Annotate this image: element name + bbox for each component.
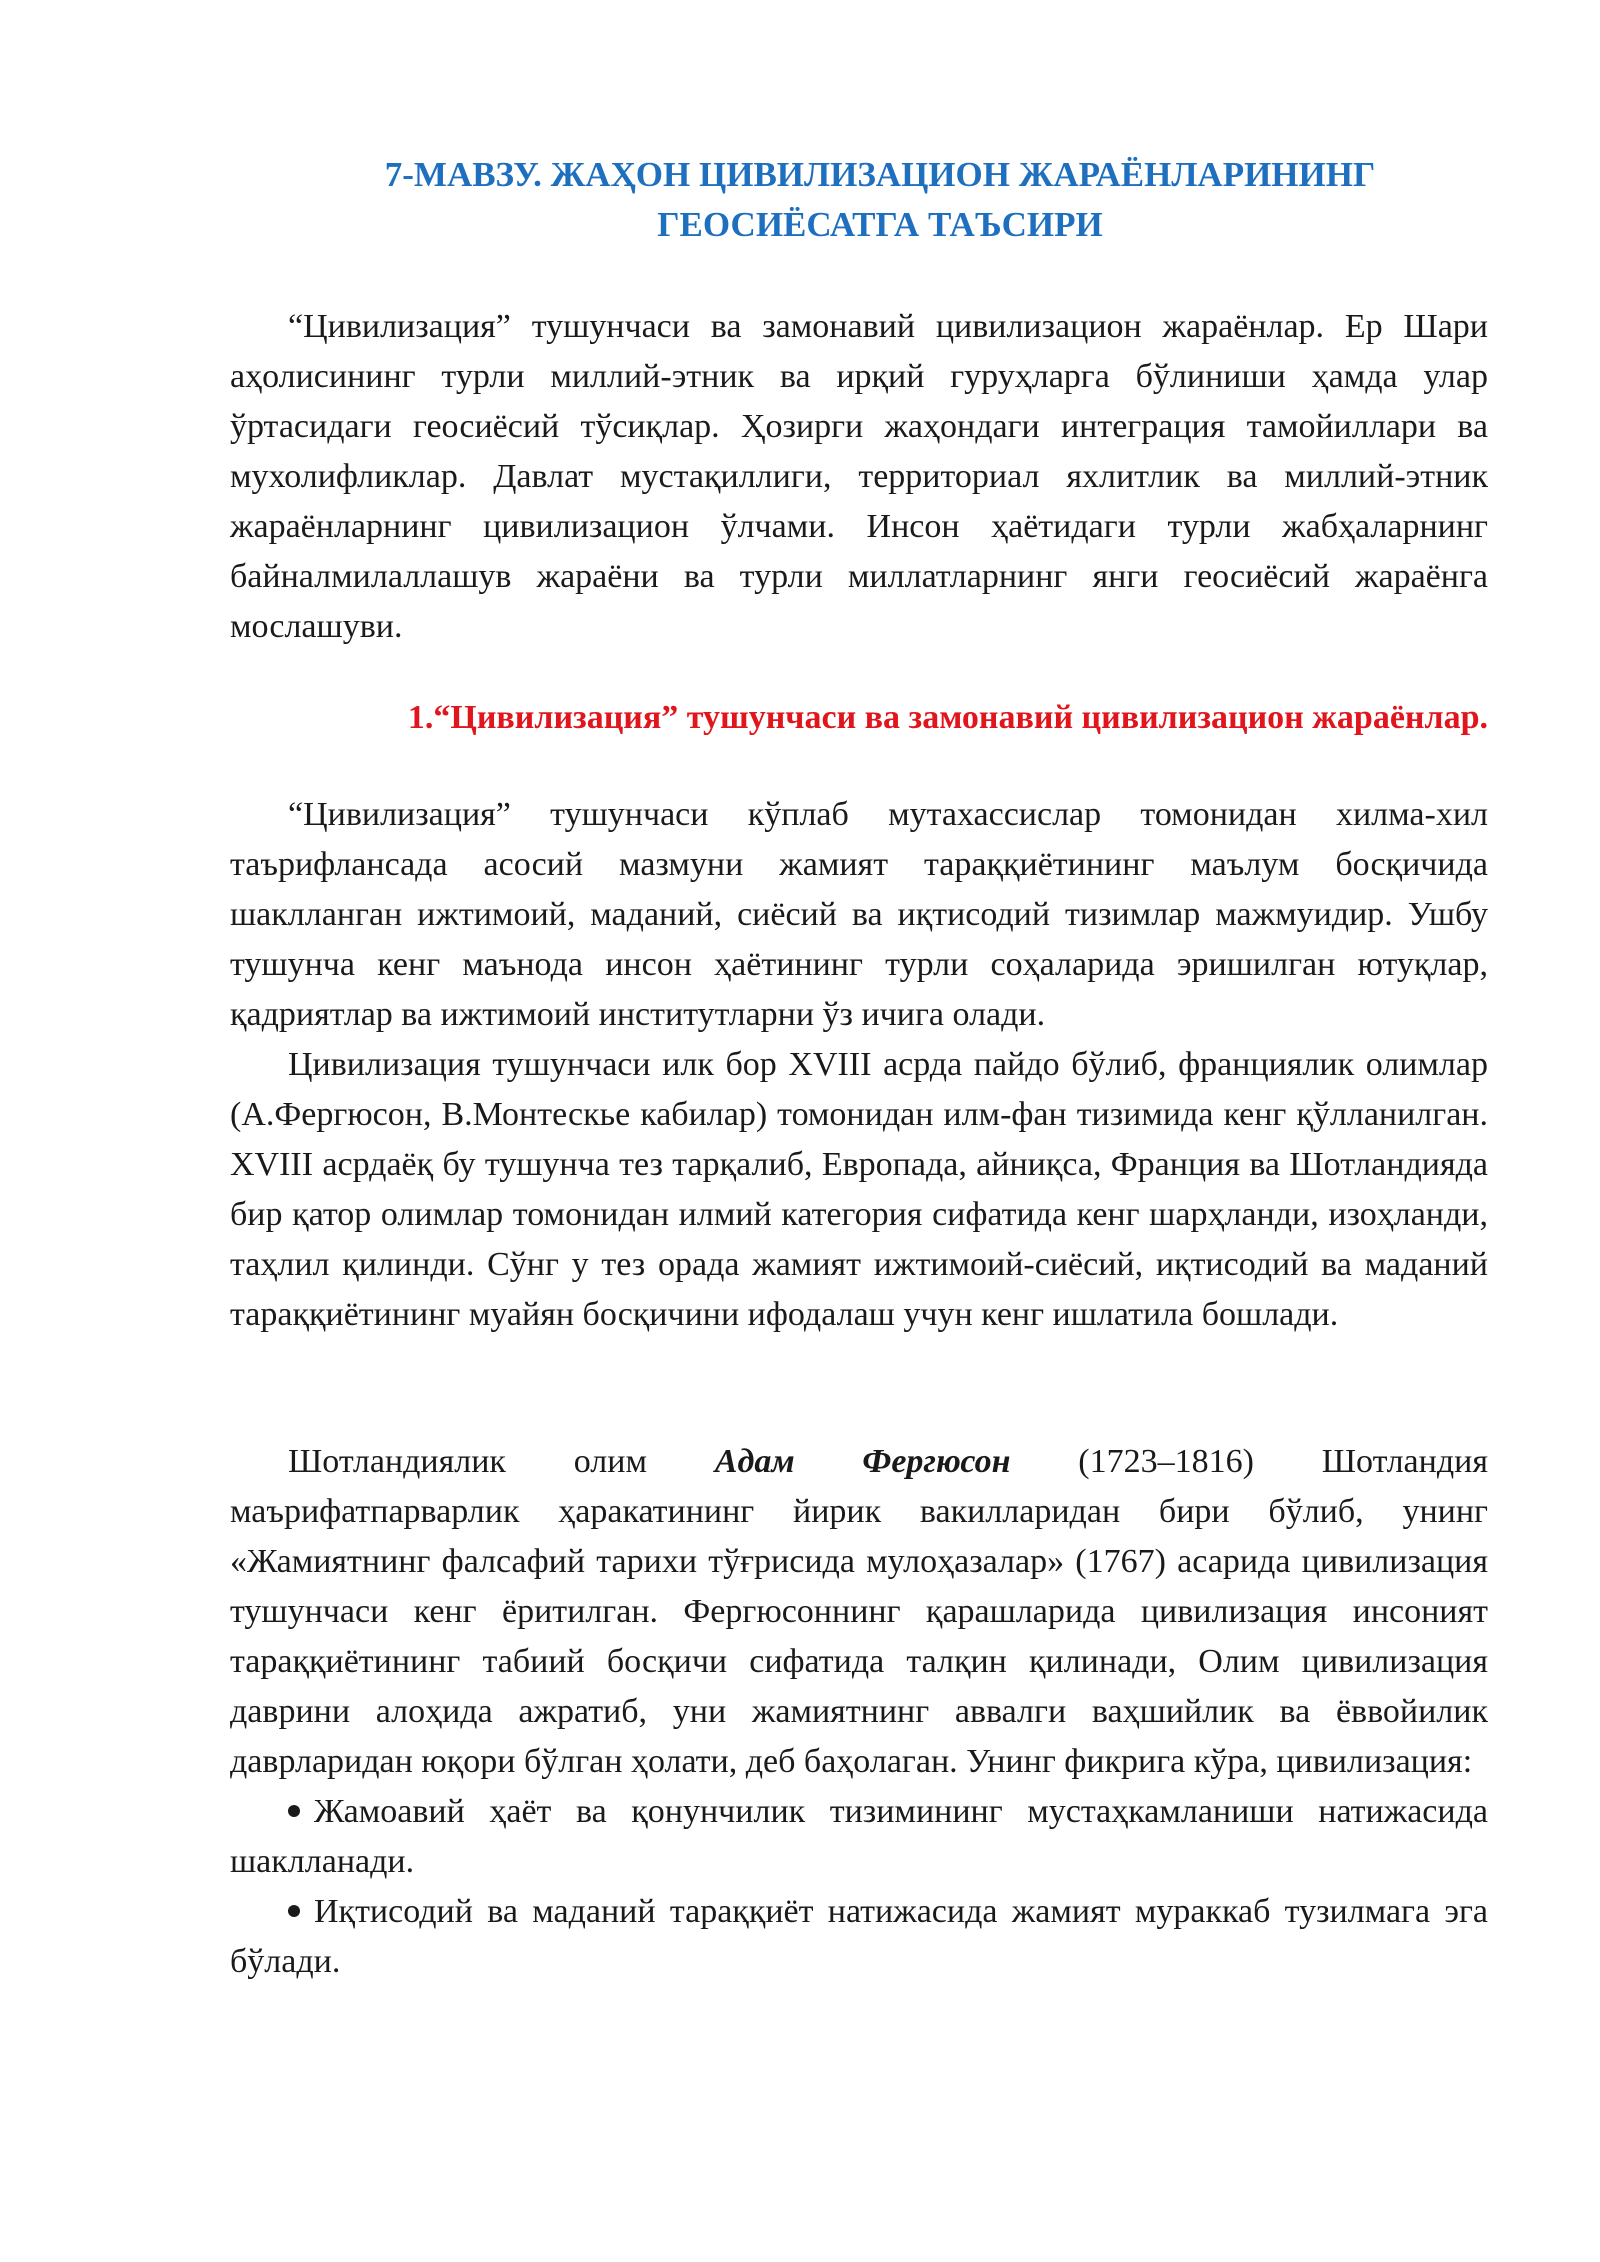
section-1-paragraph-2: Цивилизация тушунчаси илк бор XVIII асрда пайдо бўлиб, франциялик олимлар (А.Фергюсон, В.Монтескье кабилар) томонидан илм-фан тизимида кенг қўлланилган. XVIII асрдаёқ бу тушунча тез тарқалиб, Европада, айниқса, Франция ва Шотландияда бир қатор олимлар томонидан илмий категория сифатида кенг шарҳланди, изоҳланди, таҳлил қилинди. Сўнг у тез орада жамият ижтимоий-сиёсий, иқтисодий ва маданий тараққиётининг муайян босқичини ифодалаш учун кенг ишлатила бошлади. [230, 1046, 1488, 1333]
bullet-icon [288, 1905, 300, 1917]
ferguson-name: Адам Фергюсон [714, 1443, 1011, 1480]
bullet-text: Жамоавий ҳаёт ва қонунчилик тизимининг мустаҳкамланиши натижасида шаклланади. [230, 1793, 1488, 1880]
bullet-icon [288, 1805, 300, 1817]
bullet-item [230, 1887, 1488, 1987]
bullet-item [230, 1787, 1488, 1887]
intro-paragraph: “Цивилизация” тушунчаси ва замонавий цивилизацион жараёнлар. Ер Шари аҳолисининг турли миллий-этник ва ирқий гуруҳларга бўлиниши ҳамда улар ўртасидаги геосиёсий тўсиқлар. Ҳозирги жаҳондаги интеграция тамойиллари ва мухолифликлар. Давлат мустақиллиги, территориал яхлитлик ва миллий-этник жараёнларнинг цивилизацион ўлчами. Инсон ҳаётидаги турли жабҳаларнинг байналмилаллашув жараёни ва турли миллатларнинг янги геосиёсий жараёнга мослашуви. [230, 308, 1488, 645]
section-1-paragraph-1: “Цивилизация” тушунчаси кўплаб мутахассислар томонидан хилма-хил таърифлансада асосий мазмуни жамият тараққиётининг маълум босқичида шаклланган ижтимоий, маданий, сиёсий ва иқтисодий тизимлар мажмуидир. Ушбу тушунча кенг маънода инсон ҳаётининг турли соҳаларида эришилган ютуқлар, қадриятлар ва ижтимоий институтларни ўз ичига олади. [230, 796, 1488, 1033]
ferguson-rest: (1723–1816) Шотландия маърифатпарварлик ҳаракатининг йирик вакилларидан бири бўлиб, унинг «Жамиятнинг фалсафий тарихи тўғрисида мулоҳазалар» (1767) асарида цивилизация тушунчаси кенг ёритилган. Фергюсоннинг қарашларида цивилизация инсоният тараққиётининг табиий босқичи сифатида талқин қилинади, Олим цивилизация даврини алоҳида ажратиб, уни жамиятнинг аввалги ваҳшийлик ва ёввойилик даврларидан юқори бўлган ҳолати, деб баҳолаган. Унинг фикрига кўра, цивилизация: [230, 1443, 1488, 1780]
title-line-1: 7-МАВЗУ. ЖАҲОН ЦИВИЛИЗАЦИОН ЖАРАЁНЛАРИНИНГ [384, 155, 1376, 194]
ferguson-paragraph [230, 1437, 1488, 1787]
title-line-2: ГЕОСИЁСАТГА ТАЪСИРИ [657, 205, 1103, 244]
intro-block [230, 302, 1488, 652]
section-1-body [230, 790, 1488, 1340]
ferguson-lead: Шотландиялик олим [288, 1443, 715, 1480]
bullet-text: Иқтисодий ва маданий тараққиёт натижасида жамият мураккаб тузилмага эга бўлади. [230, 1893, 1488, 1980]
section-1-heading: 1.“Цивилизация” тушунчаси ва замонавий цивилизацион жараёнлар. [407, 699, 1488, 736]
ferguson-block [230, 1437, 1488, 1987]
page-title [230, 150, 1530, 250]
